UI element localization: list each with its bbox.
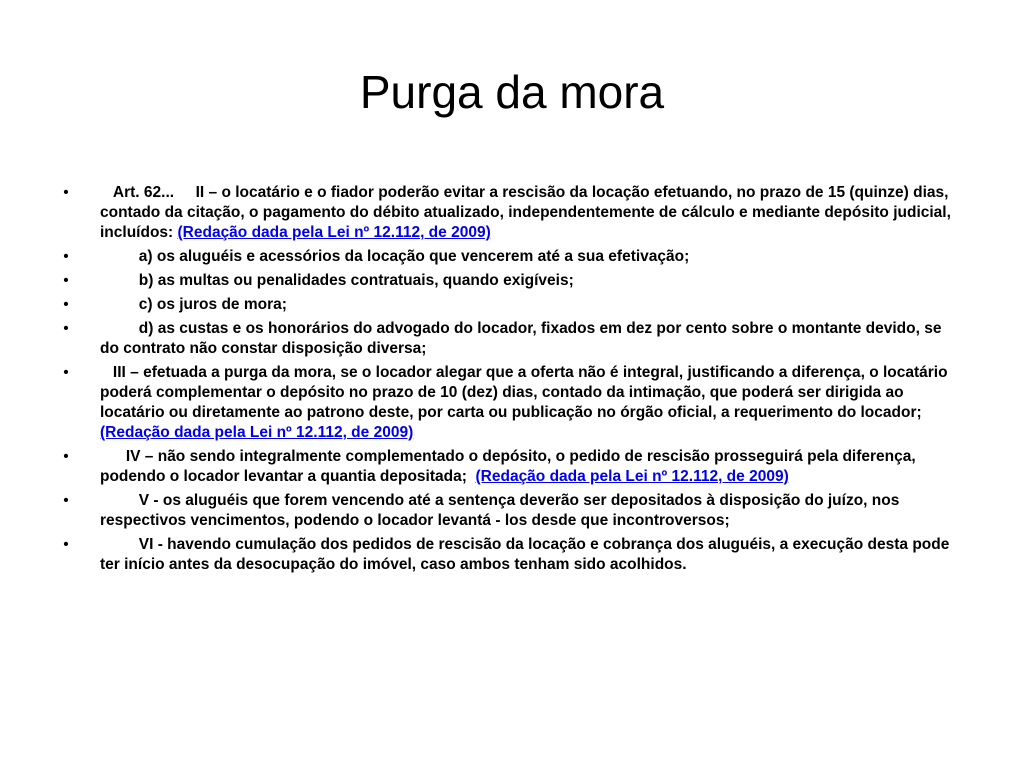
bullet-list	[56, 183, 956, 579]
list-item	[56, 183, 956, 243]
list-item	[56, 491, 956, 531]
bullet-icon: •	[63, 296, 69, 313]
list-item	[56, 295, 956, 315]
slide-title: Purga da mora	[359, 66, 665, 118]
list-item	[56, 535, 956, 575]
bullet-icon: •	[63, 448, 69, 465]
list-item	[56, 247, 956, 267]
item-text: V - os aluguéis que forem vencendo até a sentença deverão ser depositados à disposição do juízo, nos respectivos vencimentos, podendo o locador levantá - los desde que incontroversos;	[100, 492, 904, 529]
item-text: b) as multas ou penalidades contratuais, quando exigíveis;	[100, 272, 574, 289]
bullet-icon: •	[63, 364, 69, 381]
item-text: c) os juros de mora;	[100, 296, 287, 313]
item-text: IV – não sendo integralmente complementado o depósito, o pedido de rescisão prosseguirá pela diferença, podendo o locador levantar a quantia depositada;	[100, 448, 920, 485]
list-item	[56, 319, 956, 359]
item-text: d) as custas e os honorários do advogado do locador, fixados em dez por cento sobre o montante devido, se do contrato não constar disposição diversa;	[100, 320, 946, 357]
item-text: a) os aluguéis e acessórios da locação que vencerem até a sua efetivação;	[100, 248, 690, 265]
bullet-icon: •	[63, 536, 69, 553]
item-text: III – efetuada a purga da mora, se o locador alegar que a oferta não é integral, justificando a diferença, o locatário poderá complementar o depósito no prazo de 10 (dez) dias, contado da intimação, que poderá ser dirigida ao locatário ou diretamente ao patrono deste, por carta ou publicação no órgão oficial, a requerimento do locador;	[100, 364, 952, 421]
law-reference-link[interactable]: (Redação dada pela Lei nº 12.112, de 2009)	[177, 224, 491, 241]
bullet-icon: •	[63, 248, 69, 265]
bullet-icon: •	[63, 272, 69, 289]
list-item	[56, 271, 956, 291]
list-item	[56, 363, 956, 443]
bullet-icon: •	[63, 492, 69, 509]
item-text: VI - havendo cumulação dos pedidos de rescisão da locação e cobrança dos aluguéis, a execução desta pode ter início antes da desocupação do imóvel, caso ambos tenham sido acolhidos.	[100, 536, 954, 573]
law-reference-link[interactable]: (Redação dada pela Lei nº 12.112, de 2009)	[100, 424, 414, 441]
bullet-icon: •	[63, 320, 69, 337]
law-reference-link[interactable]: (Redação dada pela Lei nº 12.112, de 2009)	[475, 468, 789, 485]
item-text: Art. 62... II – o locatário e o fiador poderão evitar a rescisão da locação efetuando, no prazo de 15 (quinze) dias, contado da citação, o pagamento do débito atualizado, independentemente de cálculo e mediante depósito judicial, incluídos:	[100, 184, 956, 241]
list-item	[56, 447, 956, 487]
bullet-icon: •	[63, 184, 69, 201]
